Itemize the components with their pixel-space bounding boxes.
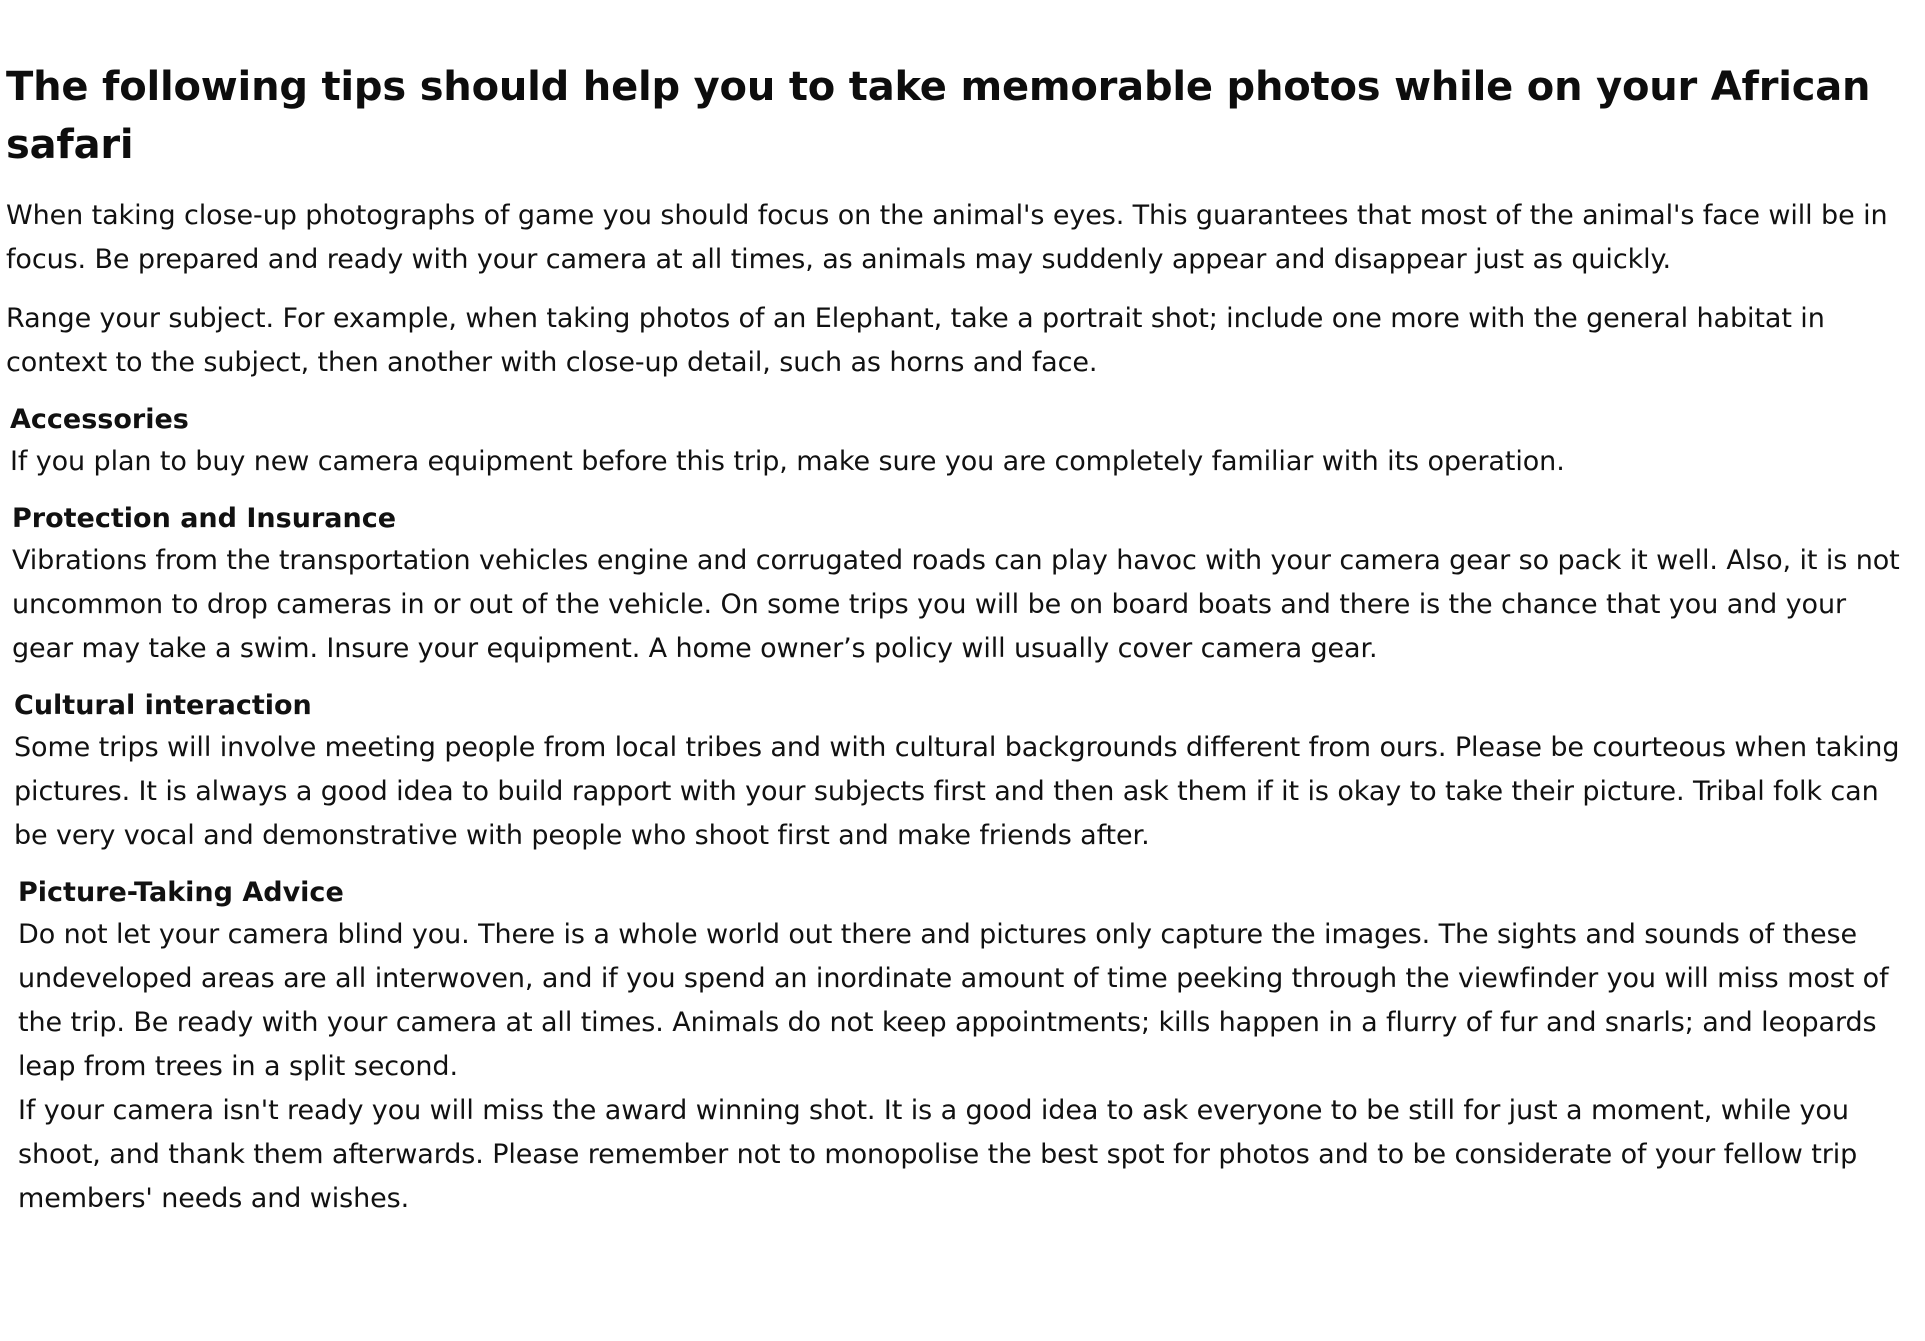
document-title: The following tips should help you to take memorable photos while on your African safari: [6, 64, 1871, 168]
section-paragraph: If you plan to buy new camera equipment before this trip, make sure you are completely familiar with its operation.: [10, 446, 1565, 477]
section-heading: Accessories: [10, 404, 189, 435]
section-protection-insurance: [6, 499, 1906, 671]
document-page: [6, 58, 1906, 1236]
intro-paragraph-eyes: When taking close-up photographs of game you should focus on the animal's eyes. This guarantees that most of the animal's face will be in focus. Be prepared and ready with your camera at all times, as animals may suddenly appear and disappear just as quickly.: [6, 200, 1888, 275]
section-heading: Picture-Taking Advice: [18, 877, 344, 908]
section-paragraph: Vibrations from the transportation vehicles engine and corrugated roads can play havoc with your camera gear so pack it well. Also, it is not uncommon to drop cameras in or out of the vehicle. On some trips you will be on board boats and there is the chance that you and your gear may take a swim. Insure your equipment. A home owner’s policy will usually cover camera gear.: [12, 545, 1900, 664]
intro-paragraph-range: Range your subject. For example, when taking photos of an Elephant, take a portrait shot; include one more with the general habitat in context to the subject, then another with close-up detail, such as horns and face.: [6, 303, 1825, 378]
section-paragraph: Some trips will involve meeting people from local tribes and with cultural backgrounds different from ours. Please be courteous when taking pictures. It is always a good idea to build rapport with your subjects first and then ask them if it is okay to take their picture. Tribal folk can be very vocal and demonstrative with people who shoot first and make friends after.: [14, 732, 1900, 851]
section-heading: Cultural interaction: [14, 690, 312, 721]
section-paragraph: Do not let your camera blind you. There is a whole world out there and pictures only capture the images. The sights and sounds of these undeveloped areas are all interwoven, and if you spend an inordinate amount of time peeking through the viewfinder you will miss most of the trip. Be ready with your camera at all times. Animals do not keep appointments; kills happen in a flurry of fur and snarls; and leopards leap from trees in a split second.: [18, 919, 1889, 1082]
section-cultural-interaction: [6, 686, 1906, 858]
section-paragraph: If your camera isn't ready you will miss the award winning shot. It is a good idea to ask everyone to be still for just a moment, while you shoot, and thank them afterwards. Please remember not to monopolise the best spot for photos and to be considerate of your fellow trip members' needs and wishes.: [18, 1095, 1858, 1214]
section-picture-taking-advice: [6, 873, 1906, 1221]
section-accessories: [6, 400, 1906, 484]
section-heading: Protection and Insurance: [12, 503, 397, 534]
